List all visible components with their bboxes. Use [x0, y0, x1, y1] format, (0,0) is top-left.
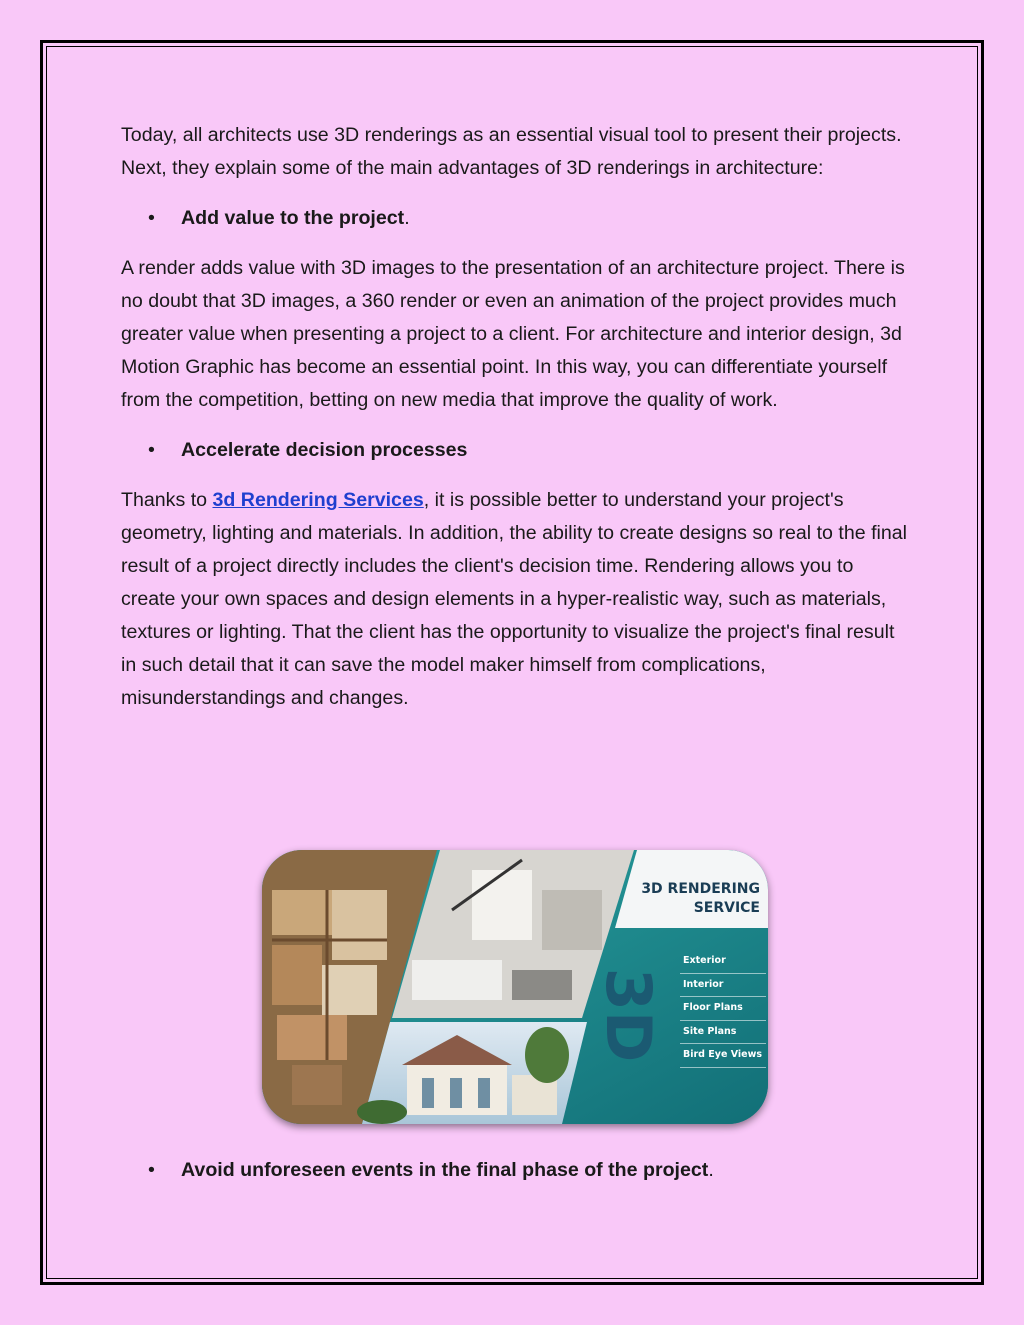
- thanks-rest: , it is possible better to understand your project's geometry, lighting and materials. In addition, the ability to create designs so real to the final result of a project directly includes the client's decision time. Rendering allows you to create your own spaces and design elements in a hyper-realistic way, such as materials, textures or lighting. That the client has the opportunity to visualize the project's final result in such detail that it can save the model maker himself from complications, misunderstandings and changes.: [121, 489, 908, 709]
- bullet-add-value: [121, 202, 911, 235]
- bullet-add-value-label: Add value to the project: [181, 207, 405, 229]
- rendering-services-link[interactable]: 3d Rendering Services: [212, 489, 424, 511]
- banner-title-line1: 3D RENDERING: [641, 881, 760, 897]
- bullet-avoid-unforeseen-label: Avoid unforeseen events in the final phase of the project: [181, 1159, 709, 1181]
- bullet-avoid-unforeseen: [121, 1154, 911, 1187]
- bullet-avoid-unforeseen-tail: .: [708, 1159, 714, 1181]
- bullet-accelerate-label: Accelerate decision processes: [181, 439, 468, 461]
- rendering-service-banner: [262, 850, 768, 1124]
- value-paragraph: A render adds value with 3D images to the presentation of an architecture project. There is no doubt that 3D images, a 360 render or even an animation of the project provides much greater value when presenting a project to a client. For architecture and interior design, 3d Motion Graphic has become an essential point. In this way, you can differentiate yourself from the competition, betting on new media that improve the quality of work.: [121, 257, 905, 411]
- service-item: Site Plans: [680, 1021, 766, 1045]
- thanks-prefix: Thanks to: [121, 489, 213, 511]
- document-body: [121, 119, 911, 732]
- banner-title-line2: SERVICE: [693, 900, 760, 916]
- service-item: Floor Plans: [680, 997, 766, 1021]
- intro-paragraph: Today, all architects use 3D renderings as an essential visual tool to present their projects. Next, they explain some of the main advantages of 3D renderings in architecture:: [121, 124, 902, 179]
- banner-title: [620, 880, 760, 918]
- big-3d-label: 3D: [592, 967, 665, 1063]
- bullet-accelerate: [121, 434, 911, 467]
- bullet-marker: •: [148, 439, 155, 461]
- services-list: [680, 950, 766, 1068]
- document-body-lower: [121, 1154, 911, 1204]
- service-item: Bird Eye Views: [680, 1044, 766, 1068]
- bullet-marker: •: [148, 1159, 155, 1181]
- service-item: Interior: [680, 974, 766, 998]
- thanks-paragraph: [121, 484, 911, 715]
- service-item: Exterior: [680, 950, 766, 974]
- bullet-add-value-tail: .: [404, 207, 410, 229]
- bullet-marker: •: [148, 207, 155, 229]
